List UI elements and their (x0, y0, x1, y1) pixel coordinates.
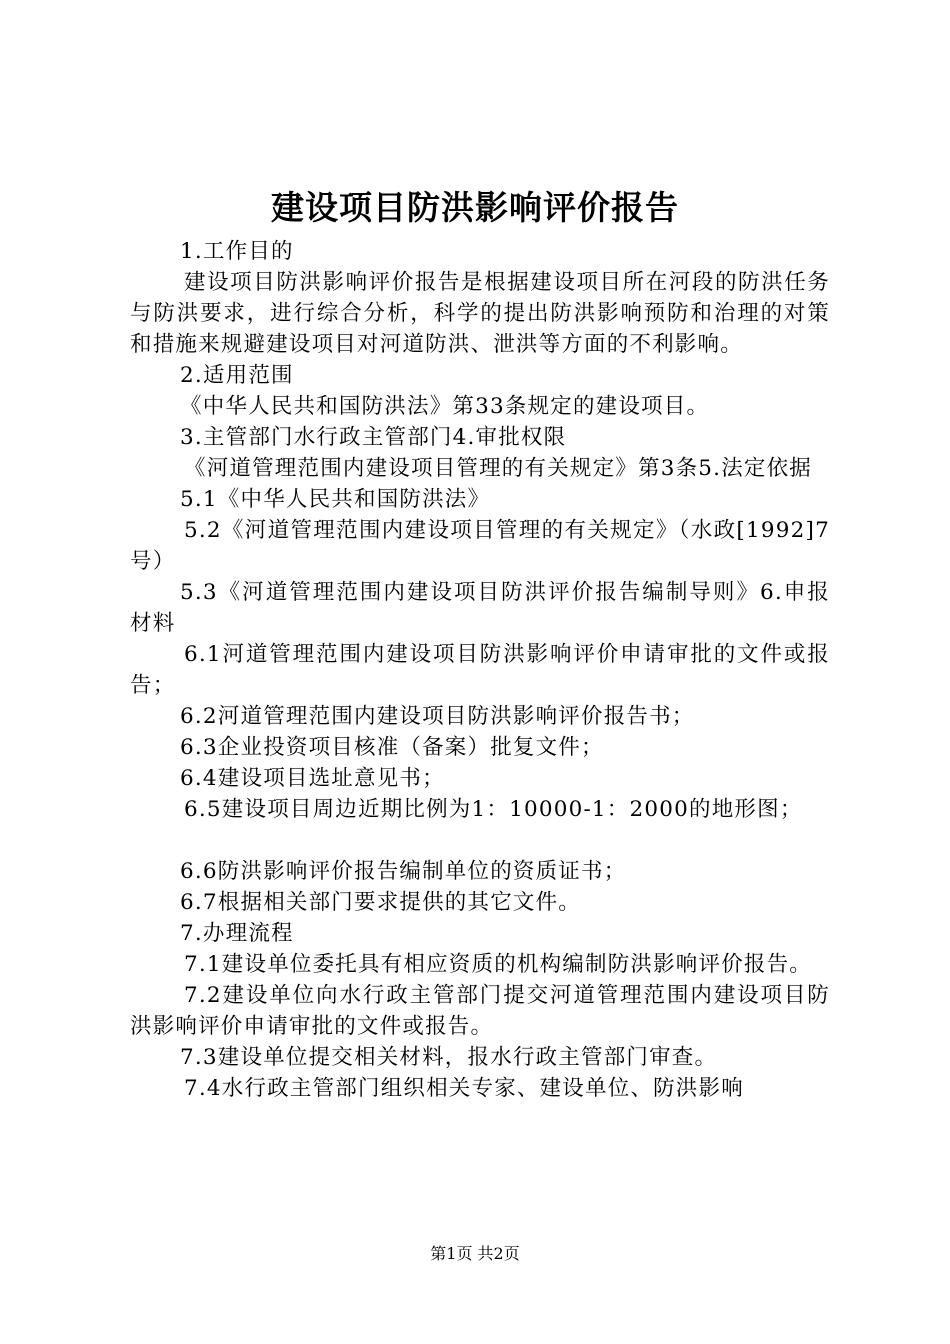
paragraph-19: 7.2建设单位向水行政主管部门提交河道管理范围内建设项目防洪影响评价申请审批的文件或报告。 (130, 983, 830, 1039)
paragraph-7: 5.1《中华人民共和国防洪法》 (180, 487, 491, 512)
paragraph-14: 6.5建设项目周边近期比例为1：10000-1：2000的地形图； (184, 797, 803, 822)
document-title: 建设项目防洪影响评价报告 (271, 188, 679, 227)
paragraph-20: 7.3建设单位提交相关材料，报水行政主管部门审查。 (180, 1045, 718, 1070)
paragraph-10: 6.1河道管理范围内建设项目防洪影响评价申请审批的文件或报告； (130, 642, 830, 698)
paragraph-9: 5.3《河道管理范围内建设项目防洪评价报告编制导则》6.申报材料 (130, 580, 830, 636)
paragraph-3: 2.适用范围 (180, 363, 294, 388)
paragraph-12: 6.3企业投资项目核准（备案）批复文件； (180, 735, 604, 760)
paragraph-21: 7.4水行政主管部门组织相关专家、建设单位、防洪影响 (184, 1076, 744, 1101)
paragraph-18: 7.1建设单位委托具有相应资质的机构编制防洪影响评价报告。 (184, 952, 812, 977)
paragraph-17: 7.办理流程 (180, 921, 294, 946)
paragraph-8: 5.2《河道管理范围内建设项目管理的有关规定》（水政[1992]7号） (130, 518, 830, 574)
paragraph-6: 《河道管理范围内建设项目管理的有关规定》第3条5.法定依据 (184, 456, 812, 481)
page-footer: 第1页 共2页 (430, 1244, 520, 1263)
paragraph-1: 1.工作目的 (180, 239, 294, 264)
paragraph-15: 6.6防洪影响评价报告编制单位的资质证书； (180, 859, 627, 884)
paragraph-4: 《中华人民共和国防洪法》第33条规定的建设项目。 (180, 394, 710, 419)
paragraph-5: 3.主管部门水行政主管部门4.审批权限 (180, 425, 567, 450)
paragraph-2: 建设项目防洪影响评价报告是根据建设项目所在河段的防洪任务与防洪要求，进行综合分析，科学的提出防洪影响预防和治理的对策和措施来规避建设项目对河道防洪、泄洪等方面的不利影响。 (130, 270, 830, 357)
document-body (130, 236, 830, 1104)
blank-line (130, 825, 830, 856)
paragraph-13: 6.4建设项目选址意见书； (180, 766, 445, 791)
paragraph-16: 6.7根据相关部门要求提供的其它文件。 (180, 890, 581, 915)
paragraph-11: 6.2河道管理范围内建设项目防洪影响评价报告书； (180, 704, 695, 729)
